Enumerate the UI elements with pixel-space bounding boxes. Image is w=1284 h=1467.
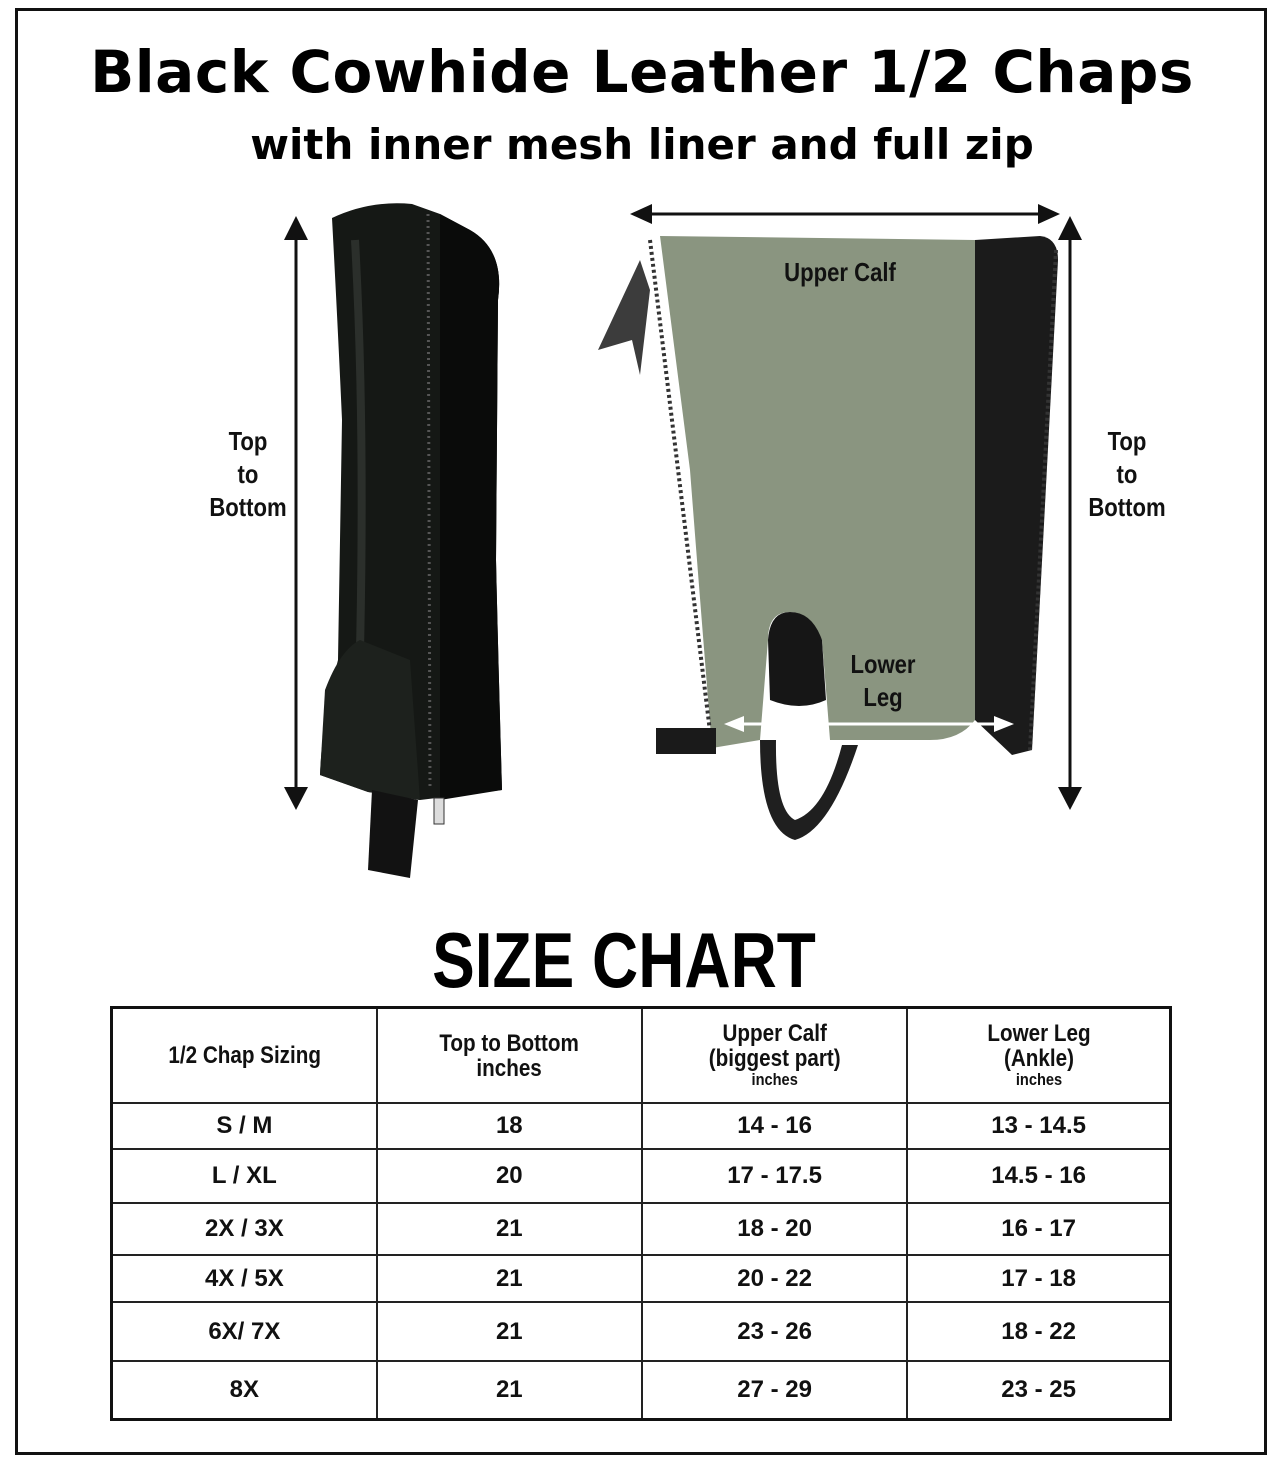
lower-leg-line-1: Lower	[850, 649, 916, 679]
cell-top-to-bottom: 21	[377, 1302, 642, 1361]
header-lower-leg	[907, 1008, 1170, 1104]
cell-upper-calf: 18 - 20	[642, 1203, 907, 1255]
table-header-row	[112, 1008, 1171, 1104]
header-upper-calf-line-2: (biggest part)	[708, 1045, 841, 1072]
cell-size: S / M	[112, 1103, 377, 1149]
header-sizing	[112, 1008, 377, 1104]
liner-chap	[598, 236, 1058, 840]
cell-lower-leg: 14.5 - 16	[907, 1149, 1170, 1203]
cell-top-to-bottom: 21	[377, 1255, 642, 1302]
header-upper-calf-line-1: Upper Calf	[722, 1020, 827, 1047]
left-measure-label	[206, 425, 291, 524]
cell-upper-calf: 27 - 29	[642, 1361, 907, 1419]
cell-lower-leg: 16 - 17	[907, 1203, 1170, 1255]
right-measure-line-3: Bottom	[1088, 492, 1166, 522]
header-top-to-bottom-line-1: Top to Bottom	[439, 1029, 580, 1057]
table-row	[112, 1149, 1171, 1203]
cell-size: L / XL	[112, 1149, 377, 1203]
cell-size: 6X/ 7X	[112, 1302, 377, 1361]
right-measure-line-2: to	[1116, 459, 1138, 489]
cell-size: 8X	[112, 1361, 377, 1419]
right-height-arrow	[1058, 216, 1082, 810]
cell-lower-leg: 17 - 18	[907, 1255, 1170, 1302]
header-sizing-text: 1/2 Chap Sizing	[168, 1042, 321, 1069]
header-top-to-bottom-line-2: inches	[476, 1054, 542, 1082]
header-upper-calf-unit: inches	[751, 1070, 798, 1089]
cell-top-to-bottom: 18	[377, 1103, 642, 1149]
table-row	[112, 1361, 1171, 1419]
lower-leg-line-2: Leg	[863, 682, 903, 712]
upper-calf-arrow	[630, 204, 1060, 224]
table-row	[112, 1255, 1171, 1302]
cell-lower-leg: 13 - 14.5	[907, 1103, 1170, 1149]
cell-upper-calf: 20 - 22	[642, 1255, 907, 1302]
page-subtitle: with inner mesh liner and full zip	[250, 120, 1034, 169]
cell-lower-leg: 23 - 25	[907, 1361, 1170, 1419]
table-row	[112, 1302, 1171, 1361]
table-row	[112, 1103, 1171, 1149]
left-measure-line-2: to	[237, 459, 259, 489]
cell-top-to-bottom: 21	[377, 1203, 642, 1255]
right-measure-label	[1085, 425, 1170, 524]
header-lower-leg-line-1: Lower Leg	[986, 1020, 1091, 1047]
left-measure-line-1: Top	[228, 426, 268, 456]
cell-upper-calf: 14 - 16	[642, 1103, 907, 1149]
cell-size: 2X / 3X	[112, 1203, 377, 1255]
header-top-to-bottom	[377, 1008, 642, 1104]
cell-upper-calf: 17 - 17.5	[642, 1149, 907, 1203]
cell-upper-calf: 23 - 26	[642, 1302, 907, 1361]
size-chart-table	[110, 1006, 1172, 1421]
header-lower-leg-unit: inches	[1015, 1070, 1062, 1089]
table-row	[112, 1203, 1171, 1255]
page-title: Black Cowhide Leather 1/2 Chaps	[90, 38, 1194, 106]
right-measure-line-1: Top	[1107, 426, 1147, 456]
cell-size: 4X / 5X	[112, 1255, 377, 1302]
cell-lower-leg: 18 - 22	[907, 1302, 1170, 1361]
cell-top-to-bottom: 21	[377, 1361, 642, 1419]
black-leather-chap	[320, 203, 502, 878]
cell-top-to-bottom: 20	[377, 1149, 642, 1203]
lower-leg-label	[841, 648, 926, 714]
header-upper-calf	[642, 1008, 907, 1104]
left-measure-line-3: Bottom	[209, 492, 287, 522]
upper-calf-label: Upper Calf	[784, 257, 896, 287]
header-lower-leg-line-2: (Ankle)	[1003, 1045, 1074, 1072]
size-chart-title: SIZE CHART	[432, 916, 816, 1004]
